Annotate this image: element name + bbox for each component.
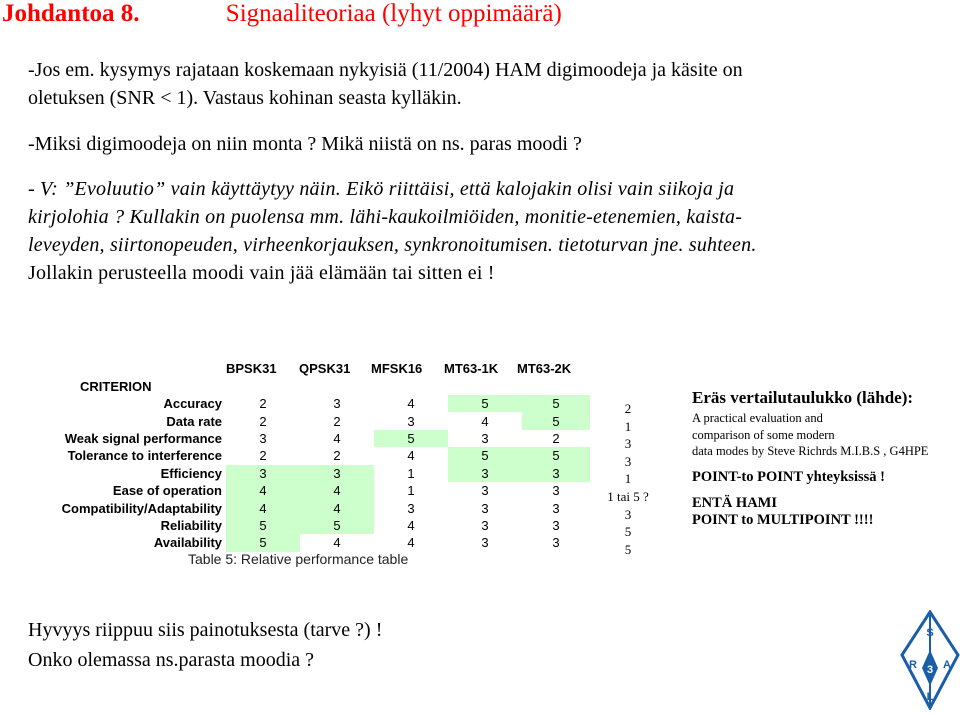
criterion-label: Ease of operation — [112, 483, 222, 499]
performance-table-figure — [22, 358, 590, 576]
table-cell: 4 — [300, 499, 374, 516]
sral-logo-icon — [900, 610, 960, 710]
criterion-label: Compatibility/Adaptability — [61, 500, 222, 516]
note-point-to-point: POINT-to POINT yhteyksissä ! — [692, 468, 885, 485]
source-line: A practical evaluation and — [692, 411, 823, 425]
side-number: 3 — [624, 453, 632, 469]
paragraph-line: oletuksen (SNR < 1). Vastaus kohinan seasta kylläkin. — [28, 87, 462, 109]
table-row — [22, 395, 590, 412]
table-cell: 2 — [259, 413, 267, 429]
logo-letter-a: A — [943, 659, 951, 671]
column-header: QPSK31 — [299, 361, 351, 376]
table-cell: 3 — [300, 465, 374, 482]
side-number: 2 — [624, 401, 632, 416]
conclusion-line: Hyvyys riippuu siis painotuksesta (tarve ?) ! — [28, 619, 383, 641]
table-row — [22, 412, 590, 429]
column-header: MT63-1K — [444, 361, 499, 376]
paragraph-question — [28, 56, 928, 112]
slide-title — [2, 0, 562, 28]
logo-letter-l: L — [926, 691, 934, 703]
table-cell: 3 — [552, 500, 560, 516]
side-number: 5 — [624, 541, 632, 557]
table-cell: 5 — [226, 517, 300, 534]
table-cell: 2 — [259, 448, 267, 464]
table-cell: 5 — [448, 447, 522, 464]
table-cell: 5 — [522, 412, 590, 429]
side-numbers — [598, 400, 658, 558]
table-row — [22, 534, 590, 551]
paragraph-why: -Miksi digimoodeja on niin monta ? Mikä niistä on ns. paras moodi ? — [28, 133, 582, 155]
table-cell: 4 — [300, 482, 374, 499]
sral-logo — [900, 610, 960, 715]
source-line: data modes by Steve Richrds M.I.B.S , G4HPE — [692, 444, 929, 458]
table-cell: 2 — [552, 430, 560, 446]
table-cell: 5 — [522, 447, 590, 464]
table-cell: 4 — [407, 535, 415, 551]
criterion-label: Reliability — [160, 517, 222, 533]
note-multipoint: POINT to MULTIPOINT !!!! — [692, 511, 874, 528]
conclusion-line: Onko olemassa ns.parasta moodia ? — [28, 649, 315, 671]
criterion-label: Availability — [153, 535, 222, 551]
table-cell: 3 — [259, 430, 267, 446]
side-number: 3 — [624, 506, 632, 522]
table-cell: 3 — [407, 413, 415, 429]
table-cell: 4 — [333, 430, 341, 446]
table-cell: 4 — [481, 413, 489, 429]
table-row — [22, 482, 590, 499]
table-row — [22, 447, 590, 464]
table-cell: 4 — [226, 499, 300, 516]
title-subtitle: Signaaliteoriaa (lyhyt oppimäärä) — [225, 0, 562, 27]
logo-letter-s: S — [926, 627, 934, 639]
table-cell: 3 — [481, 430, 489, 446]
table-row — [22, 430, 590, 447]
note-enta-hami: ENTÄ HAMI — [692, 494, 777, 511]
paragraph-line: leveyden, siirtonopeuden, virheenkorjauksen, synkronoitumisen. tietoturvan jne. suhteen. — [28, 234, 757, 256]
table-row — [22, 517, 590, 534]
table-cell: 5 — [448, 395, 522, 412]
side-number: 1 tai 5 ? — [607, 488, 649, 504]
performance-table — [22, 395, 590, 552]
table-cell: 3 — [481, 483, 489, 499]
criterion-label: Accuracy — [163, 396, 222, 412]
criterion-label: Weak signal performance — [64, 430, 222, 446]
table-cell: 3 — [481, 500, 489, 516]
table-cell: 3 — [407, 500, 415, 516]
logo-letter-3: 3 — [926, 664, 934, 676]
table-cell: 4 — [226, 482, 300, 499]
table-cell: 1 — [407, 483, 415, 499]
column-header: MFSK16 — [371, 361, 423, 376]
table-cell: 3 — [552, 517, 560, 533]
table-caption: Table 5: Relative performance table — [188, 551, 409, 567]
side-number: 3 — [624, 436, 632, 452]
criterion-label: Data rate — [166, 413, 222, 429]
column-header: BPSK31 — [226, 361, 277, 376]
column-header: MT63-2K — [517, 361, 572, 376]
source-line: comparison of some modern — [692, 427, 835, 442]
table-cell: 5 — [374, 430, 448, 447]
paragraph-line: -Jos em. kysymys rajataan koskemaan nykyisiä (11/2004) HAM digimoodeja ja käsite on — [28, 59, 743, 81]
table-cell: 3 — [552, 535, 560, 551]
paragraph-line: kirjolohia ? Kullakin on puolensa mm. lähi-kaukoilmiöiden, monitie-etenemien, kaista- — [28, 206, 743, 228]
table-cell: 2 — [333, 448, 341, 464]
side-number: 1 — [624, 418, 632, 434]
table-row — [22, 499, 590, 516]
criterion-label: Efficiency — [160, 465, 222, 481]
title-number: Johdantoa 8. — [2, 0, 140, 27]
table-cell: 5 — [300, 517, 374, 534]
table-cell: 3 — [481, 517, 489, 533]
table-cell: 4 — [407, 448, 415, 464]
criterion-header: CRITERION — [80, 379, 152, 394]
table-row — [22, 465, 590, 482]
table-cell: 3 — [552, 483, 560, 499]
side-number: 5 — [624, 524, 632, 540]
conclusion — [28, 615, 382, 675]
table-cell: 4 — [333, 535, 341, 551]
table-cell: 4 — [407, 517, 415, 533]
criterion-label: Tolerance to interference — [67, 448, 222, 464]
notes-heading: Eräs vertailutaulukko (lähde): — [692, 388, 914, 407]
table-cell: 4 — [407, 396, 415, 412]
table-cell: 3 — [226, 465, 300, 482]
table-cell: 5 — [522, 395, 590, 412]
table-cell: 2 — [333, 413, 341, 429]
table-cell: 3 — [522, 465, 590, 482]
paragraph-line: - V: ”Evoluutio” vain käyttäytyy näin. Eikö riittäisi, että kalojakin olisi vain siikoja ja — [28, 178, 735, 200]
table-cell: 3 — [481, 535, 489, 551]
paragraph-answer — [28, 175, 933, 287]
notes-panel — [692, 388, 954, 529]
table-cell: 2 — [259, 396, 267, 412]
table-cell: 3 — [448, 465, 522, 482]
side-number: 1 — [624, 471, 632, 487]
logo-letter-r: R — [909, 659, 917, 671]
table-cell: 5 — [226, 534, 300, 551]
paragraph-line: Jollakin perusteella moodi vain jää elämään tai sitten ei ! — [28, 262, 495, 284]
table-cell: 1 — [407, 465, 415, 481]
table-cell: 3 — [333, 396, 341, 412]
